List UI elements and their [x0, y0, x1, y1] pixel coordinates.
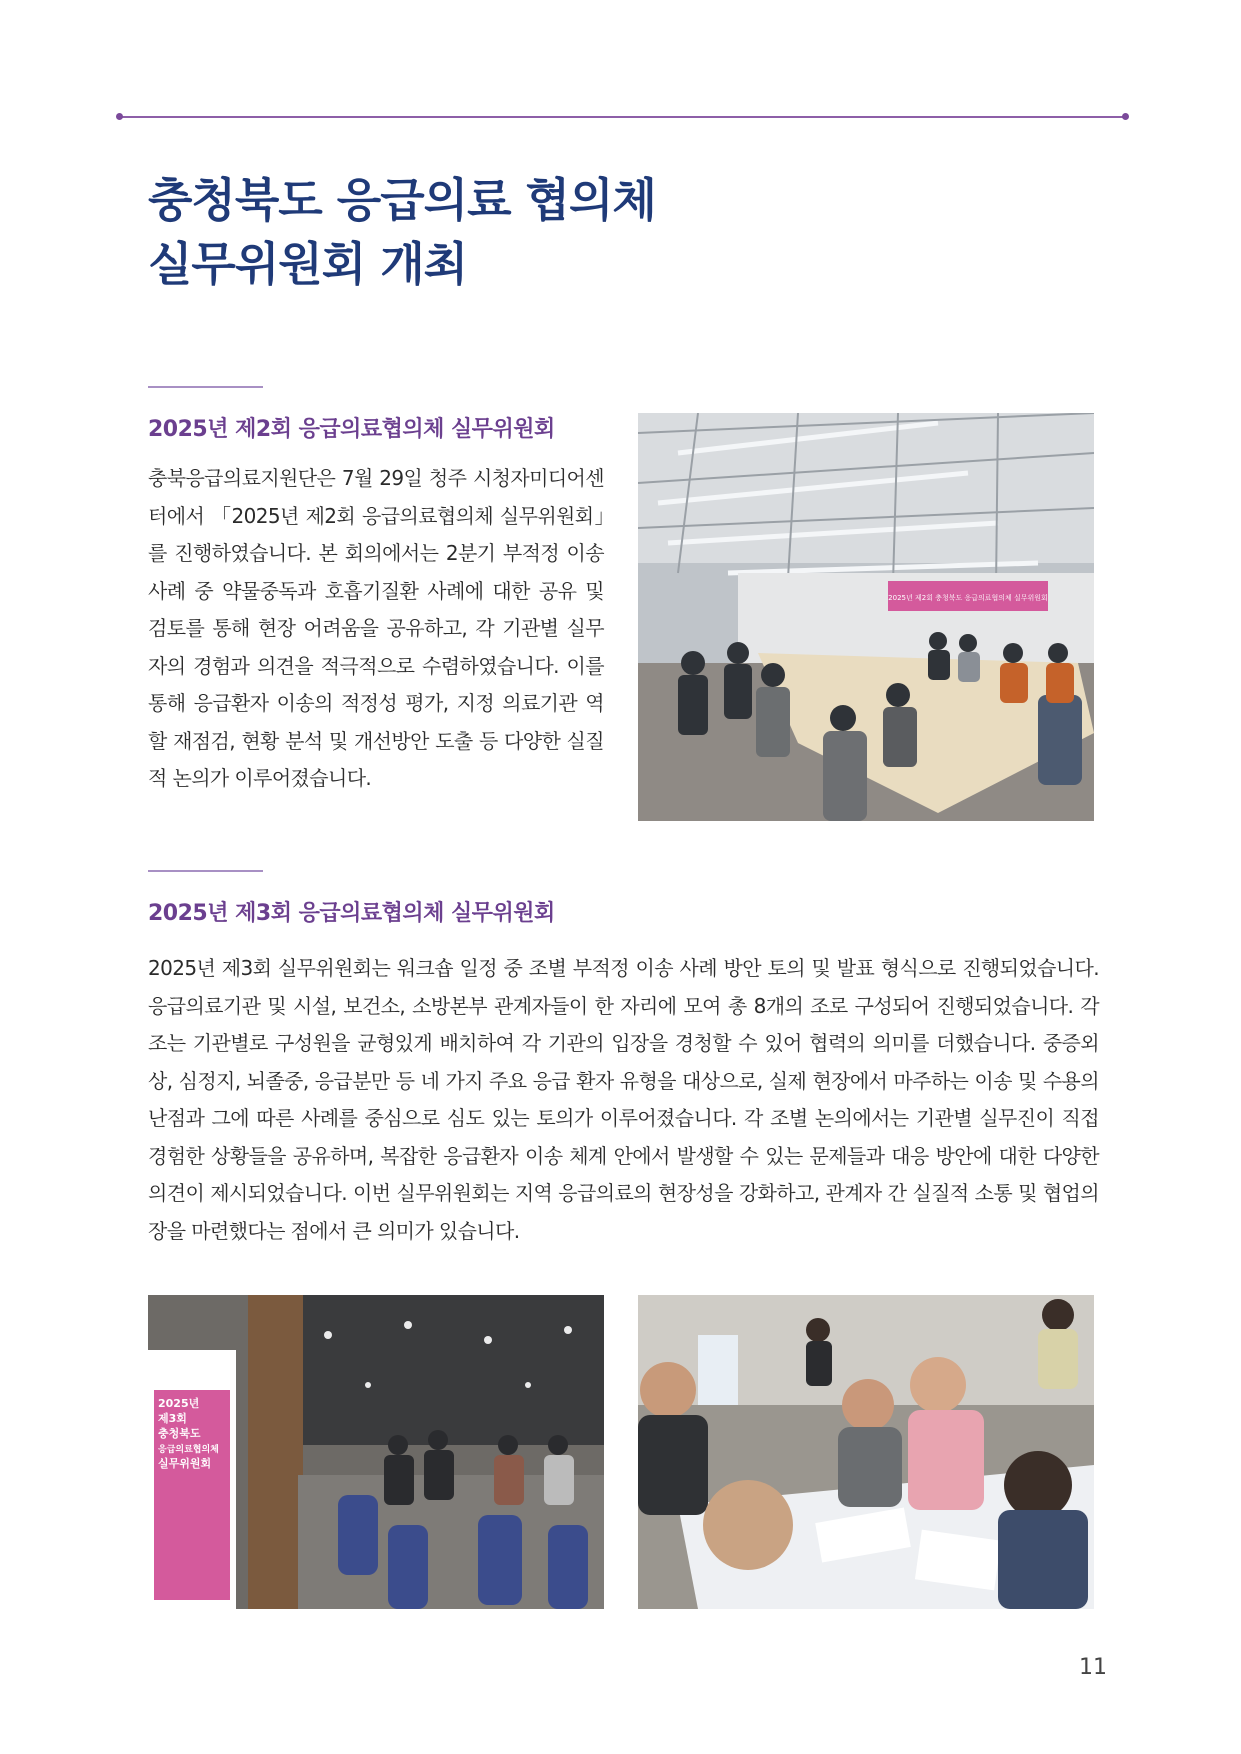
section1-heading: 2025년 제2회 응급의료협의체 실무위원회: [148, 417, 555, 442]
divider-dot-left: [116, 113, 123, 120]
section2-body: 2025년 제3회 실무위원회는 워크숍 일정 중 조별 부적정 이송 사례 방안 토의 및 발표 형식으로 진행되었습니다. 응급의료기관 및 시설, 보건소, 소방본부 관계자들이 한 자리에 모여 총 8개의 조로 구성되어 진행되었습니다. 각 조는 기관별로 구성원을 균형있게 배치하여 각 기관의 입장을 경청할 수 있어 협력의 의미를 더했습니다. 중증외상, 심정지, 뇌졸중, 응급분만 등 네 가지 주요 응급 환자 유형을 대상으로, 실제 현장에서 마주하는 이송 및 수용의 난점과 그에 따른 사례를 중심으로 심도 있는 토의가 이루어졌습니다. 각 조별 논의에서는 기관별 실무진이 직접 경험한 상황들을 공유하며, 복잡한 응급환자 이송 체계 안에서 발생할 수 있는 문제들과 대응 방안에 대한 다양한 의견이 제시되었습니다. 이번 실무위원회는 지역 응급의료의 현장성을 강화하고, 관계자 간 실질적 소통 및 협업의 장을 마련했다는 점에서 큰 의미가 있습니다.: [148, 956, 1099, 1243]
banner-line-3: 충청북도: [158, 1427, 201, 1440]
banner-line-2: 제3회: [158, 1412, 187, 1425]
banner-line-1: 2025년: [158, 1397, 200, 1410]
banner-line-5: 실무위원회: [158, 1457, 212, 1470]
title-line-1: 충청북도 응급의료 협의체: [148, 173, 656, 227]
section2-rule: [148, 870, 263, 872]
page-title: [148, 168, 656, 296]
banner-text: 2025년 제2회 충청북도 응급의료협의체 실무위원회: [888, 594, 1048, 602]
section2-heading: 2025년 제3회 응급의료협의체 실무위원회: [148, 901, 555, 926]
divider-dot-right: [1122, 113, 1129, 120]
workshop-photo-banner: [148, 1295, 604, 1609]
section1-body: 충북응급의료지원단은 7월 29일 청주 시청자미디어센터에서 「2025년 제2회 응급의료협의체 실무위원회」를 진행하였습니다. 본 회의에서는 2분기 부적정 이송 사례 중 약물중독과 호흡기질환 사례에 대한 공유 및 검토를 통해 현장 어려움을 공유하고, 각 기관별 실무자의 경험과 의견을 적극적으로 수렴하였습니다. 이를 통해 응급환자 이송의 적정성 평가, 지정 의료기관 역할 재점검, 현황 분석 및 개선방안 도출 등 다양한 실질적 논의가 이루어졌습니다.: [148, 466, 604, 790]
top-divider: [119, 116, 1126, 118]
section1-rule: [148, 386, 263, 388]
title-line-2: 실무위원회 개최: [148, 237, 468, 291]
page-number: 11: [1079, 1655, 1107, 1680]
workshop-photo-discussion: [638, 1295, 1094, 1609]
banner-line-4: 응급의료협의체: [158, 1445, 219, 1455]
meeting-photo-1: [638, 413, 1094, 821]
